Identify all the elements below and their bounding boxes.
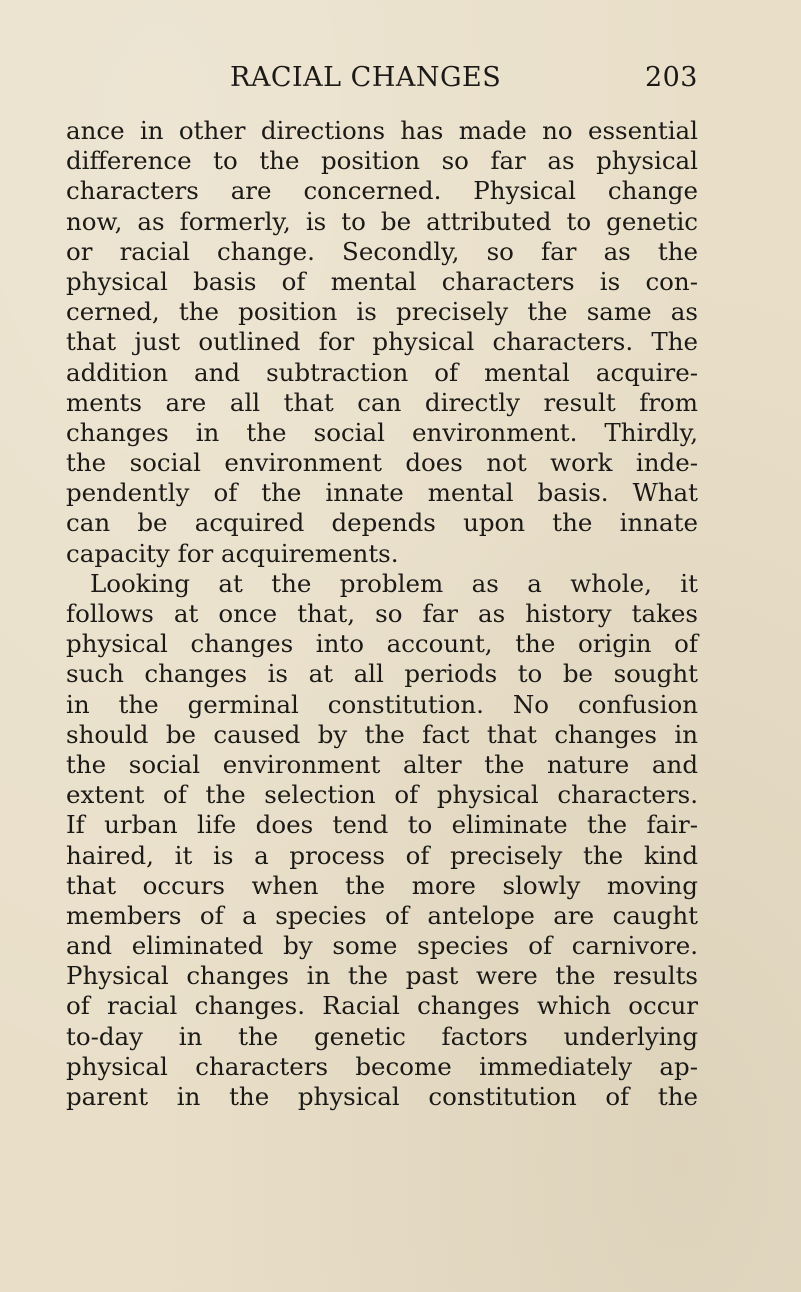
text-line: cerned, the position is precisely the same as xyxy=(66,297,698,327)
text-line: ments are all that can directly result from xyxy=(66,387,698,417)
text-line: such changes is at all periods to be sought xyxy=(66,659,698,689)
page-header xyxy=(66,56,698,100)
text-line: Looking at the problem as a whole, it xyxy=(90,568,698,598)
text-line: that just outlined for physical characters. The xyxy=(66,327,698,357)
text-line: physical changes into account, the origin of xyxy=(66,629,698,659)
text-line: physical characters become immediately ap- xyxy=(66,1051,698,1081)
text-line: follows at once that, so far as history takes xyxy=(66,599,698,628)
text-line: that occurs when the more slowly moving xyxy=(66,870,698,900)
text-line: addition and subtraction of mental acquire- xyxy=(66,357,698,387)
text-line: haired, it is a process of precisely the kind xyxy=(66,840,698,870)
text-line: of racial changes. Racial changes which occur xyxy=(66,991,698,1021)
text-line: parent in the physical constitution of the xyxy=(66,1082,698,1111)
body-text xyxy=(66,116,698,1112)
text-line: the social environment alter the nature and xyxy=(66,749,698,779)
text-line: extent of the selection of physical characters. xyxy=(66,780,698,810)
text-line: physical basis of mental characters is con- xyxy=(66,266,698,296)
text-line: difference to the position so far as physical xyxy=(66,146,698,176)
text-line: characters are concerned. Physical change xyxy=(66,176,698,206)
page-number: 203 xyxy=(644,62,698,93)
text-line: capacity for acquirements. xyxy=(66,538,399,568)
text-line: If urban life does tend to eliminate the fair- xyxy=(66,810,698,840)
text-line: the social environment does not work inde- xyxy=(66,448,698,478)
text-line: should be caused by the fact that changes in xyxy=(66,719,698,749)
text-line: and eliminated by some species of carnivore. xyxy=(66,931,698,961)
text-line: or racial change. Secondly, so far as the xyxy=(66,236,698,266)
text-line: members of a species of antelope are caught xyxy=(66,900,698,930)
text-line: pendently of the innate mental basis. What xyxy=(66,478,698,508)
text-line: changes in the social environment. Thirdly, xyxy=(66,417,698,447)
text-line: now, as formerly, is to be attributed to genetic xyxy=(66,206,698,236)
text-line: can be acquired depends upon the innate xyxy=(66,508,698,538)
text-line: ance in other directions has made no essential xyxy=(66,116,698,145)
text-line: in the germinal constitution. No confusion xyxy=(66,689,698,719)
text-line: to-day in the genetic factors underlying xyxy=(66,1021,698,1051)
text-line: Physical changes in the past were the results xyxy=(66,961,698,991)
running-head: RACIAL CHANGES xyxy=(230,62,502,93)
